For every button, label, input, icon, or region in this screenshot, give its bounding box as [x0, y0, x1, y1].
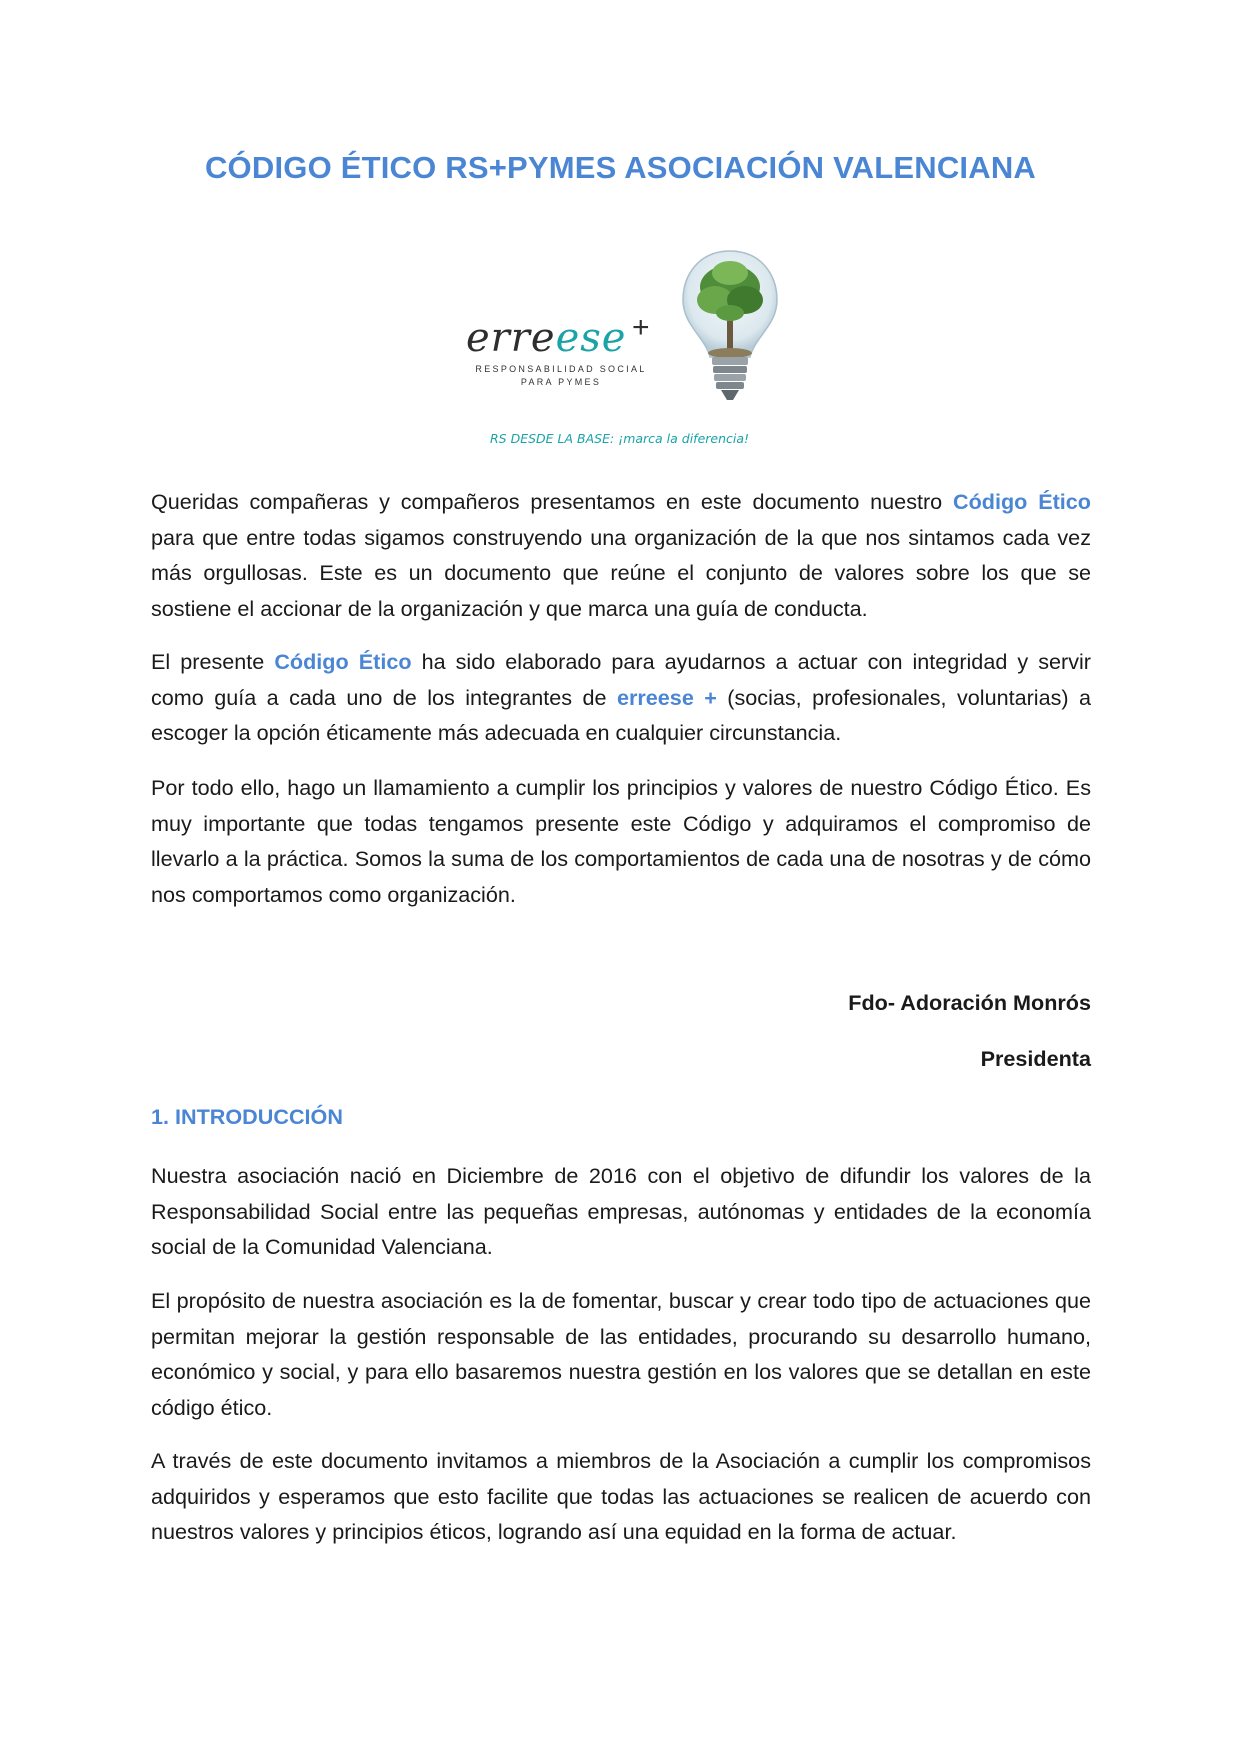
section-heading-introduccion: 1. INTRODUCCIÓN: [151, 1104, 343, 1129]
intro-paragraph-3: Por todo ello, hago un llamamiento a cumplir los principios y valores de nuestro Código Ético. Es muy importante que todas tengamos presente este Código y adquiramos el compromiso de llevarlo a la práctica. Somos la suma de los comportamientos de cada una de nosotras y de cómo nos comportamos como organización.: [151, 775, 1091, 907]
signature-role: Presidenta: [980, 1046, 1091, 1071]
intro-paragraph-1: [151, 484, 1091, 626]
highlight-codigo-etico: Código Ético: [953, 489, 1091, 514]
page-title: CÓDIGO ÉTICO RS+PYMES ASOCIACIÓN VALENCIANA: [204, 150, 1037, 185]
logo-subtitle-line-1: RESPONSABILIDAD SOCIAL: [475, 364, 647, 374]
intro-paragraph-2: [151, 644, 1091, 751]
logo-word-part-1: erre: [466, 315, 556, 361]
logo-slogan: RS DESDE LA BASE: ¡marca la diferencia!: [490, 431, 750, 446]
highlight-erreese: erreese +: [616, 684, 717, 710]
logo-word-part-2: ese: [555, 315, 627, 361]
logo-wordmark: [466, 315, 626, 361]
lightbulb-tree-icon: [675, 245, 785, 415]
erreese-logo: [450, 245, 810, 455]
text-run: El presente: [151, 649, 275, 674]
signature-name: Fdo- Adoración Monrós: [848, 990, 1091, 1015]
logo-plus: +: [632, 311, 650, 344]
highlight-codigo-etico: Código Ético: [274, 649, 412, 674]
section-1-paragraph-3: A través de este documento invitamos a miembros de la Asociación a cumplir los compromisos adquiridos y esperamos que esto facilite que todas las actuaciones se realicen de acuerdo con nuestros valores y principios éticos, logrando así una equidad en la forma de actuar.: [151, 1448, 1091, 1544]
logo-subtitle-line-2: PARA PYMES: [520, 377, 602, 387]
section-1-paragraph-1: Nuestra asociación nació en Diciembre de 2016 con el objetivo de difundir los valores de la Responsabilidad Social entre las pequeñas empresas, autónomas y entidades de la economía social de la Comunidad Valenciana.: [151, 1163, 1091, 1259]
section-1-paragraph-2: El propósito de nuestra asociación es la de fomentar, buscar y crear todo tipo de actuaciones que permitan mejorar la gestión responsable de las entidades, procurando su desarrollo humano, económico y social, y para ello basaremos nuestra gestión en los valores que se detallan en este código ético.: [151, 1288, 1091, 1420]
text-run: ha sido elaborado para ayudarnos a actuar con integridad y servir como guía a cada uno de los integrantes de: [151, 649, 1091, 710]
text-run: (socias, profesionales, voluntarias) a escoger la opción éticamente más adecuada en cualquier circunstancia.: [151, 684, 1092, 745]
text-run: Queridas compañeras y compañeros presentamos en este documento nuestro: [151, 489, 954, 514]
text-run: para que entre todas sigamos construyendo una organización de la que nos sintamos cada vez más orgullosas. Este es un documento que reúne el conjunto de valores sobre los que se sostiene el accionar de la organización y que marca una guía de conducta.: [151, 524, 1091, 621]
